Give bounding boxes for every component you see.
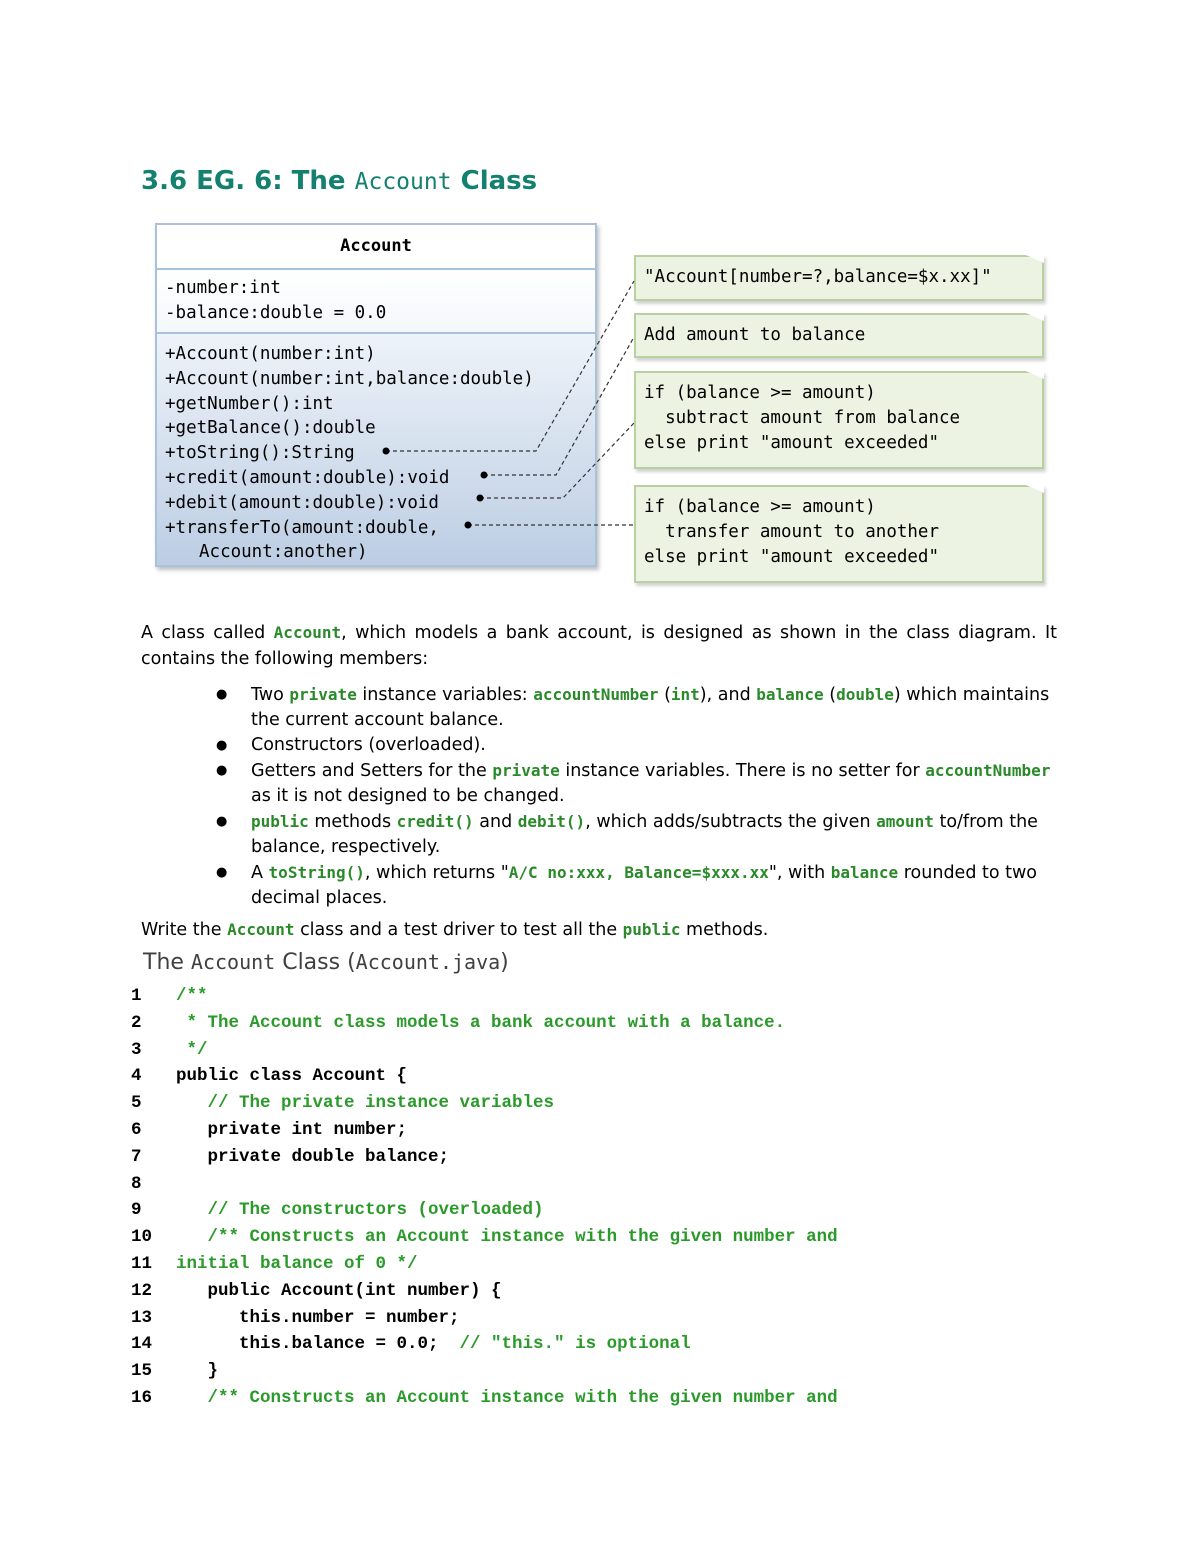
heading-code: Account bbox=[354, 169, 452, 195]
uml-method: +getBalance():double bbox=[165, 418, 376, 439]
uml-method: +getNumber():int bbox=[165, 393, 334, 414]
note-debit bbox=[634, 371, 1044, 469]
code-line bbox=[131, 1090, 1091, 1117]
code-line bbox=[131, 1171, 1091, 1198]
note-line: if (balance >= amount) bbox=[644, 497, 876, 517]
code-listing bbox=[131, 983, 1091, 1412]
code-text bbox=[176, 1090, 554, 1117]
note-line: subtract amount from balance bbox=[644, 408, 961, 428]
code-text bbox=[176, 1278, 502, 1305]
code-text bbox=[176, 1251, 418, 1278]
code-text bbox=[176, 1197, 544, 1224]
uml-method: +transferTo(amount:double, bbox=[165, 517, 439, 538]
list-item: ● A toString(), which returns "A/C no:xxx, Balance=$xxx.xx", with balance rounded to two decimal places. bbox=[211, 860, 1057, 911]
code-statement: } bbox=[176, 1361, 219, 1382]
code-line bbox=[131, 983, 1091, 1010]
uml-method: +Account(number:int,balance:double) bbox=[165, 368, 534, 389]
uml-method: +toString():String bbox=[165, 443, 355, 464]
note-line: Add amount to balance bbox=[644, 325, 866, 345]
list-item: ● Two private instance variables: accountNumber (int), and balance (double) which maintains the current account balance. bbox=[211, 682, 1057, 733]
line-number: 2 bbox=[131, 1012, 142, 1033]
code-text bbox=[176, 1144, 449, 1171]
text: , which models a bank account, is designed as shown in the class diagram. It contains the following members: bbox=[141, 623, 1057, 669]
code-text bbox=[176, 983, 208, 1010]
text: A class called bbox=[141, 623, 274, 643]
line-number: 15 bbox=[131, 1361, 153, 1382]
line-number: 4 bbox=[131, 1066, 142, 1087]
uml-attribute: -number:int bbox=[165, 278, 281, 298]
line-number: 16 bbox=[131, 1387, 153, 1408]
line-number: 1 bbox=[131, 986, 142, 1006]
code-comment: */ bbox=[176, 1039, 208, 1060]
line-number: 14 bbox=[131, 1334, 153, 1355]
code-line bbox=[131, 1224, 1091, 1251]
members-list bbox=[211, 682, 1057, 911]
code-comment: * The Account class models a bank account with a balance. bbox=[176, 1012, 786, 1033]
code-line bbox=[131, 1144, 1091, 1171]
code-line bbox=[131, 1305, 1091, 1332]
code-line bbox=[131, 1010, 1091, 1037]
code-statement: this.number = number; bbox=[176, 1307, 460, 1328]
code-text bbox=[176, 1331, 691, 1358]
code-line bbox=[131, 1278, 1091, 1305]
code-statement: public class Account { bbox=[176, 1066, 408, 1087]
code-text bbox=[176, 1117, 407, 1144]
code-text bbox=[176, 1037, 208, 1064]
section-heading bbox=[141, 166, 537, 196]
code-comment: initial balance of 0 */ bbox=[176, 1253, 418, 1274]
note-line: "Account[number=?,balance=$x.xx]" bbox=[644, 267, 992, 287]
line-number: 13 bbox=[131, 1307, 153, 1328]
code-line bbox=[131, 1197, 1091, 1224]
code-text bbox=[176, 1010, 785, 1037]
code-line bbox=[131, 1358, 1091, 1385]
code-comment: // The constructors (overloaded) bbox=[176, 1200, 544, 1221]
code-comment: // "this." is optional bbox=[459, 1334, 691, 1355]
code-statement: this.balance = 0.0; bbox=[176, 1334, 460, 1355]
code-statement: private int number; bbox=[176, 1119, 408, 1140]
uml-class-name: Account bbox=[157, 225, 595, 270]
note-credit bbox=[634, 313, 1044, 358]
line-number: 6 bbox=[131, 1119, 142, 1140]
code-line bbox=[131, 1063, 1091, 1090]
code-line bbox=[131, 1331, 1091, 1358]
code-text bbox=[176, 1224, 838, 1251]
inline-code: Account bbox=[273, 623, 342, 642]
list-item: ● Constructors (overloaded). bbox=[211, 733, 1057, 758]
code-line bbox=[131, 1037, 1091, 1064]
line-number: 12 bbox=[131, 1280, 153, 1301]
uml-method: +Account(number:int) bbox=[165, 344, 376, 364]
code-comment: // The private instance variables bbox=[176, 1093, 555, 1114]
note-line: if (balance >= amount) bbox=[644, 383, 876, 403]
list-item: ● public methods credit() and debit(), which adds/subtracts the given amount to/from the balance, respectively. bbox=[211, 809, 1057, 860]
line-number: 10 bbox=[131, 1227, 153, 1248]
list-item: ● Getters and Setters for the private instance variables. There is no setter for accountNumber as it is not designed to be changed. bbox=[211, 758, 1057, 809]
code-line bbox=[131, 1251, 1091, 1278]
line-number: 7 bbox=[131, 1146, 142, 1167]
line-number: 11 bbox=[131, 1253, 153, 1274]
code-text bbox=[176, 1305, 460, 1332]
instruction-paragraph: Write the Account class and a test driver to test all the public methods. bbox=[141, 920, 769, 940]
code-comment: /** Constructs an Account instance with the given number and bbox=[176, 1227, 838, 1248]
line-number: 3 bbox=[131, 1039, 142, 1060]
note-line: else print "amount exceeded" bbox=[644, 547, 940, 567]
code-text bbox=[176, 1358, 218, 1385]
uml-method: +credit(amount:double):void bbox=[165, 467, 450, 488]
heading-prefix: 3.6 EG. 6: The bbox=[141, 166, 355, 196]
note-tostring bbox=[634, 255, 1044, 301]
line-number: 9 bbox=[131, 1200, 142, 1221]
note-transfer bbox=[634, 485, 1044, 583]
code-comment: /** bbox=[176, 986, 208, 1006]
note-line: else print "amount exceeded" bbox=[644, 433, 940, 453]
code-comment: /** Constructs an Account instance with the given number and bbox=[176, 1387, 838, 1408]
line-number: 5 bbox=[131, 1093, 142, 1114]
uml-class-box bbox=[155, 223, 597, 567]
uml-attribute: -balance:double = 0.0 bbox=[165, 302, 387, 323]
code-line bbox=[131, 1117, 1091, 1144]
listing-title: The Account Class (Account.java) bbox=[143, 950, 509, 975]
note-line: transfer amount to another bbox=[644, 522, 940, 542]
code-line bbox=[131, 1385, 1091, 1412]
uml-methods bbox=[157, 334, 595, 565]
code-statement: public Account(int number) { bbox=[176, 1280, 502, 1301]
intro-paragraph bbox=[141, 620, 1057, 672]
heading-suffix: Class bbox=[451, 166, 538, 196]
code-text bbox=[176, 1385, 838, 1412]
code-statement: private double balance; bbox=[176, 1146, 450, 1167]
uml-attributes bbox=[157, 270, 595, 334]
line-number: 8 bbox=[131, 1173, 142, 1194]
code-text bbox=[176, 1063, 407, 1090]
uml-method: +debit(amount:double):void bbox=[165, 492, 439, 513]
uml-method-continuation: Account:another) bbox=[199, 542, 368, 563]
